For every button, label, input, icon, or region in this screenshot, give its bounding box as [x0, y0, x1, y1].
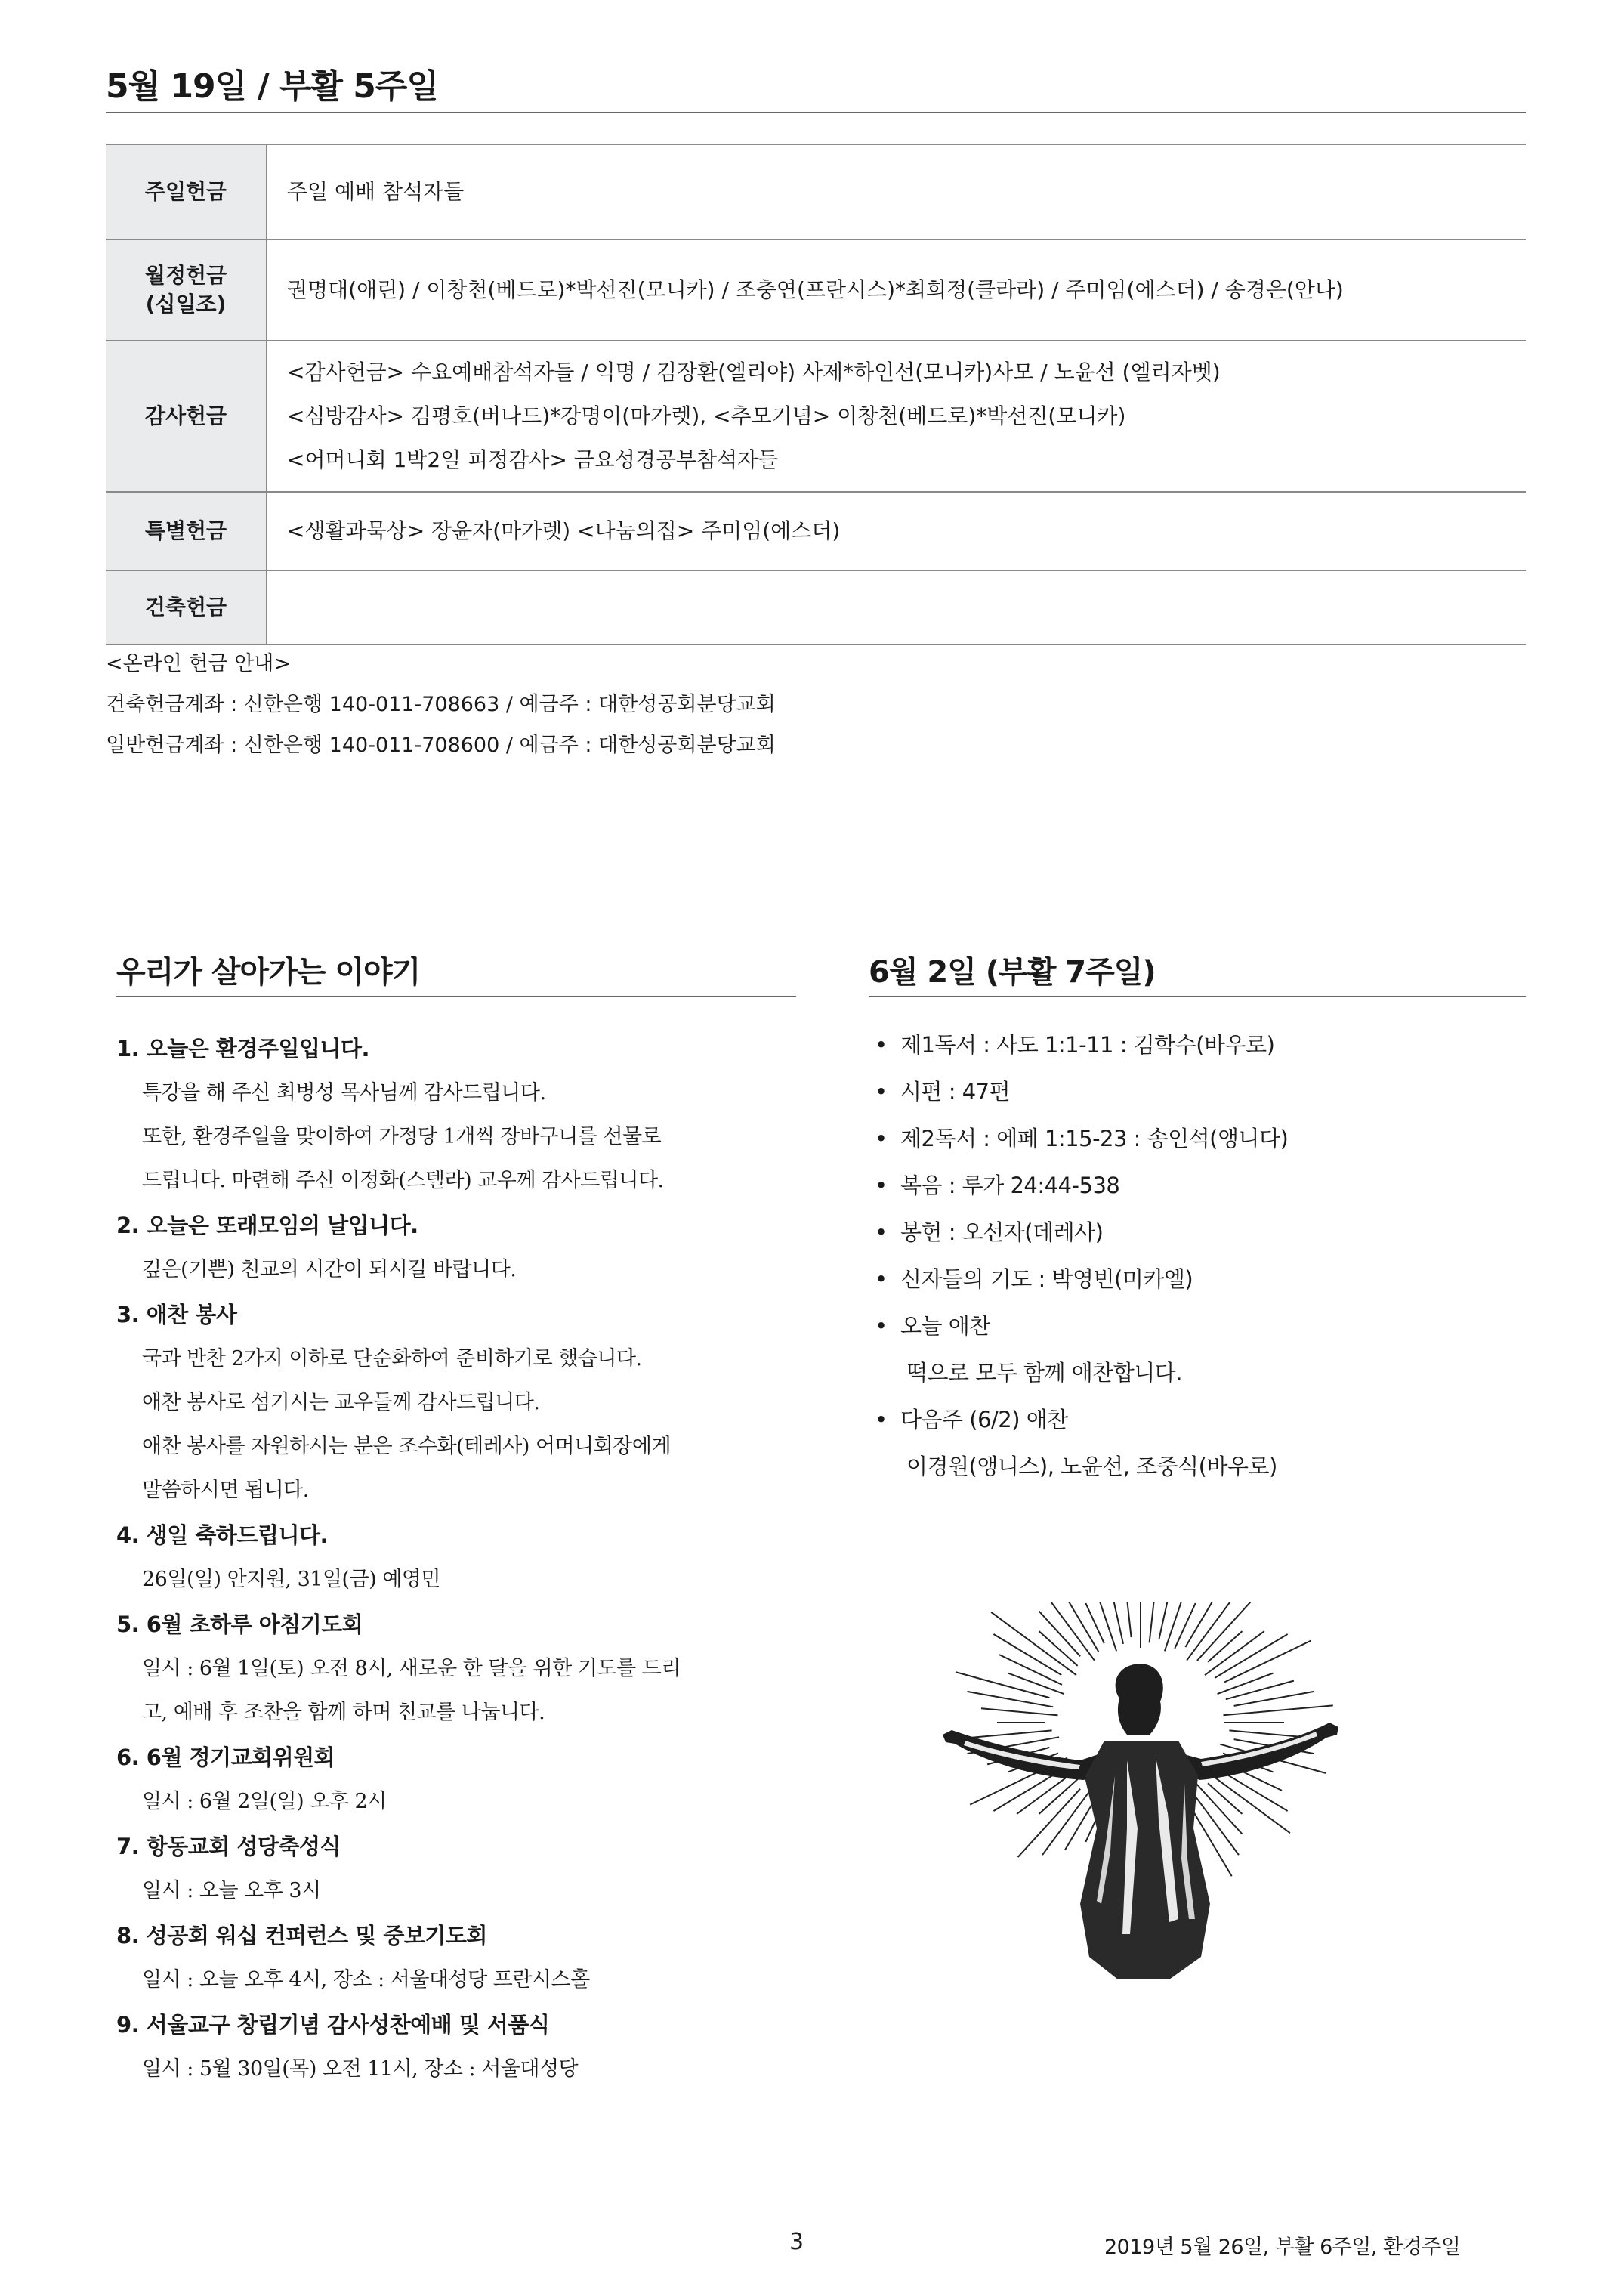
schedule-text: 신자들의 기도 : 박영빈(미카엘)	[900, 1266, 1193, 1292]
light-ray	[1159, 1602, 1175, 1639]
row-label-line: (십일조)	[145, 292, 227, 317]
content-line: <감사헌금> 수요예배참석자들 / 익명 / 김장환(엘리야) 사제*하인선(모니카)사모 / 노윤선 (엘리자벳)	[287, 360, 1221, 385]
content-line: 권명대(애린) / 이창천(베드로)*박선진(모니카) / 조충연(프란시스)*최희정(클라라) / 주미임(에스더) / 송경은(안나)	[287, 277, 1344, 302]
row-label: 주일헌금	[106, 144, 267, 239]
footer-date: 2019년 5월 26일, 부활 6주일, 환경주일	[1104, 2236, 1461, 2259]
online-title: <온라인 헌금 안내>	[106, 652, 291, 675]
content-line: <심방감사> 김평호(버나드)*강명이(마가렛), <추모기념> 이창천(베드로)*박선진(모니카)	[287, 403, 1126, 428]
news-item-line: 국과 반찬 2가지 이하로 단순화하여 준비하기로 했습니다.	[142, 1347, 642, 1371]
schedule-heading-rule	[869, 996, 1526, 997]
building-account: 건축헌금계좌 : 신한은행 140-011-708663 / 예금주 : 대한성공회분당교회	[106, 693, 776, 716]
list-item	[869, 1021, 1526, 1068]
light-ray	[1106, 1602, 1123, 1644]
light-ray	[1122, 1602, 1132, 1637]
news-item-line: 일시 : 5월 30일(목) 오전 11시, 장소 : 서울대성당	[142, 2057, 579, 2081]
news-item-line: 특강을 해 주신 최병성 목사님께 감사드립니다.	[142, 1081, 546, 1105]
risen-christ-illustration	[929, 1602, 1352, 1995]
list-item	[116, 1824, 796, 1913]
light-ray	[1085, 1603, 1104, 1643]
list-item	[869, 1115, 1526, 1162]
bullet-icon: •	[875, 1032, 888, 1058]
news-heading-rule	[116, 996, 796, 997]
list-item	[116, 1292, 796, 1513]
schedule-subtext: 이경원(앵니스), 노윤선, 조중식(바우로)	[906, 1454, 1277, 1479]
light-ray	[1150, 1602, 1156, 1642]
list-item	[869, 1068, 1526, 1115]
list-item	[869, 1396, 1526, 1490]
news-item-title: 7. 항동교회 성당축성식	[116, 1834, 341, 1859]
light-ray	[1209, 1773, 1290, 1833]
light-ray	[1039, 1631, 1078, 1666]
bullet-icon: •	[875, 1126, 888, 1151]
news-item-line: 고, 예배 후 조찬을 함께 하며 친교를 나눕니다.	[142, 1701, 545, 1724]
light-ray	[1229, 1730, 1300, 1736]
bullet-icon: •	[875, 1219, 888, 1245]
bullet-icon: •	[875, 1407, 888, 1432]
row-label: 특별헌금	[106, 492, 267, 570]
schedule-list	[869, 1021, 1526, 1490]
list-item	[116, 1602, 796, 1735]
light-ray	[991, 1612, 1076, 1675]
light-ray	[968, 1692, 1054, 1707]
light-ray	[1008, 1673, 1064, 1695]
news-item-title: 1. 오늘은 환경주일입니다.	[116, 1036, 370, 1062]
row-content	[267, 570, 1526, 644]
list-item	[116, 1513, 796, 1602]
news-item-title: 9. 서울교구 창립기념 감사성찬예배 및 서품식	[116, 2012, 550, 2038]
row-content	[267, 144, 1526, 239]
list-item	[116, 2002, 796, 2091]
page-title: 5월 19일 / 부활 5주일	[106, 67, 438, 106]
list-item	[869, 1303, 1526, 1396]
list-item	[116, 1026, 796, 1203]
list-item	[869, 1162, 1526, 1209]
row-content	[267, 341, 1526, 492]
row-label-line: 월정헌금	[144, 263, 227, 288]
news-item-line: 깊은(기쁜) 친교의 시간이 되시길 바랍니다.	[142, 1258, 517, 1281]
row-label: 감사헌금	[106, 341, 267, 492]
bullet-icon: •	[875, 1266, 888, 1292]
news-item-title: 4. 생일 축하드립니다.	[116, 1522, 329, 1548]
content-line: 주일 예배 참석자들	[287, 179, 465, 204]
table-row	[106, 341, 1526, 492]
list-item	[116, 1913, 796, 2002]
light-ray	[1218, 1673, 1274, 1695]
news-item-line: 일시 : 오늘 오후 4시, 장소 : 서울대성당 프란시스홀	[142, 1968, 590, 1992]
table-row	[106, 570, 1526, 644]
online-offering-info	[106, 644, 776, 766]
schedule-text: 제1독서 : 사도 1:1-11 : 김학수(바우로)	[900, 1032, 1275, 1058]
news-item-line: 26일(일) 안지원, 31일(금) 예영민	[142, 1568, 440, 1591]
schedule-text: 시편 : 47편	[900, 1079, 1011, 1105]
news-item-line: 일시 : 오늘 오후 3시	[142, 1879, 321, 1902]
row-content	[267, 239, 1526, 341]
news-heading: 우리가 살아가는 이야기	[116, 955, 421, 990]
news-item-title: 6. 6월 정기교회위원회	[116, 1744, 335, 1770]
light-ray	[956, 1672, 1049, 1698]
schedule-heading: 6월 2일 (부활 7주일)	[869, 955, 1156, 990]
schedule-subtext: 떡으로 모두 함께 애찬합니다.	[906, 1360, 1183, 1386]
content-line: <생활과묵상> 장윤자(마가렛) <나눔의집> 주미임(에스더)	[287, 518, 841, 543]
table-row	[106, 144, 1526, 239]
news-item-line: 애찬 봉사를 자원하시는 분은 조수화(테레사) 어머니회장에게	[142, 1435, 672, 1458]
news-item-title: 5. 6월 초하루 아침기도회	[116, 1612, 363, 1637]
list-item	[869, 1256, 1526, 1303]
news-item-line: 일시 : 6월 2일(일) 오후 2시	[142, 1790, 387, 1813]
list-item	[116, 1735, 796, 1824]
row-content	[267, 492, 1526, 570]
table-row	[106, 492, 1526, 570]
list-item	[116, 1203, 796, 1292]
news-list	[116, 1026, 796, 2091]
row-label	[106, 239, 267, 341]
table-row	[106, 239, 1526, 341]
light-ray	[1208, 1783, 1242, 1814]
news-item-title: 3. 애찬 봉사	[116, 1302, 237, 1327]
schedule-text: 오늘 애찬	[900, 1313, 990, 1339]
list-item	[869, 1209, 1526, 1256]
news-item-line: 일시 : 6월 1일(토) 오전 8시, 새로운 한 달을 위한 기도를 드리	[142, 1657, 681, 1680]
news-item-line: 말씀하시면 됩니다.	[142, 1479, 309, 1502]
bullet-icon: •	[875, 1313, 888, 1339]
news-item-title: 2. 오늘은 또래모임의 날입니다.	[116, 1213, 418, 1238]
light-ray	[981, 1708, 1058, 1715]
schedule-text: 복음 : 루가 24:44-538	[900, 1173, 1120, 1198]
title-divider	[106, 112, 1526, 113]
news-item-line: 애찬 봉사로 섬기시는 교우들께 감사드립니다.	[142, 1391, 540, 1414]
bullet-icon: •	[875, 1079, 888, 1105]
light-ray	[1208, 1631, 1242, 1662]
light-ray	[1165, 1602, 1196, 1651]
news-item-line: 드립니다. 마련해 주신 이정화(스텔라) 교우께 감사드립니다.	[142, 1169, 664, 1192]
schedule-text: 제2독서 : 에페 1:15-23 : 송인석(앵니다)	[900, 1126, 1289, 1151]
news-item-title: 8. 성공회 워십 컨퍼런스 및 중보기도회	[116, 1923, 487, 1948]
content-line: <어머니회 1박2일 피정감사> 금요성경공부참석자들	[287, 447, 779, 472]
light-ray	[1185, 1602, 1216, 1647]
light-ray	[1224, 1705, 1333, 1715]
schedule-text: 다음주 (6/2) 애찬	[900, 1407, 1068, 1432]
bullet-icon: •	[875, 1173, 888, 1198]
row-label: 건축헌금	[106, 570, 267, 644]
page-number: 3	[789, 2229, 804, 2255]
general-account: 일반헌금계좌 : 신한은행 140-011-708600 / 예금주 : 대한성공회분당교회	[106, 734, 776, 757]
schedule-text: 봉헌 : 오선자(데레사)	[900, 1219, 1104, 1245]
offering-table	[106, 144, 1526, 645]
news-item-line: 또한, 환경주일을 맞이하여 가정당 1개씩 장바구니를 선물로	[142, 1125, 662, 1148]
light-ray	[1095, 1602, 1117, 1651]
